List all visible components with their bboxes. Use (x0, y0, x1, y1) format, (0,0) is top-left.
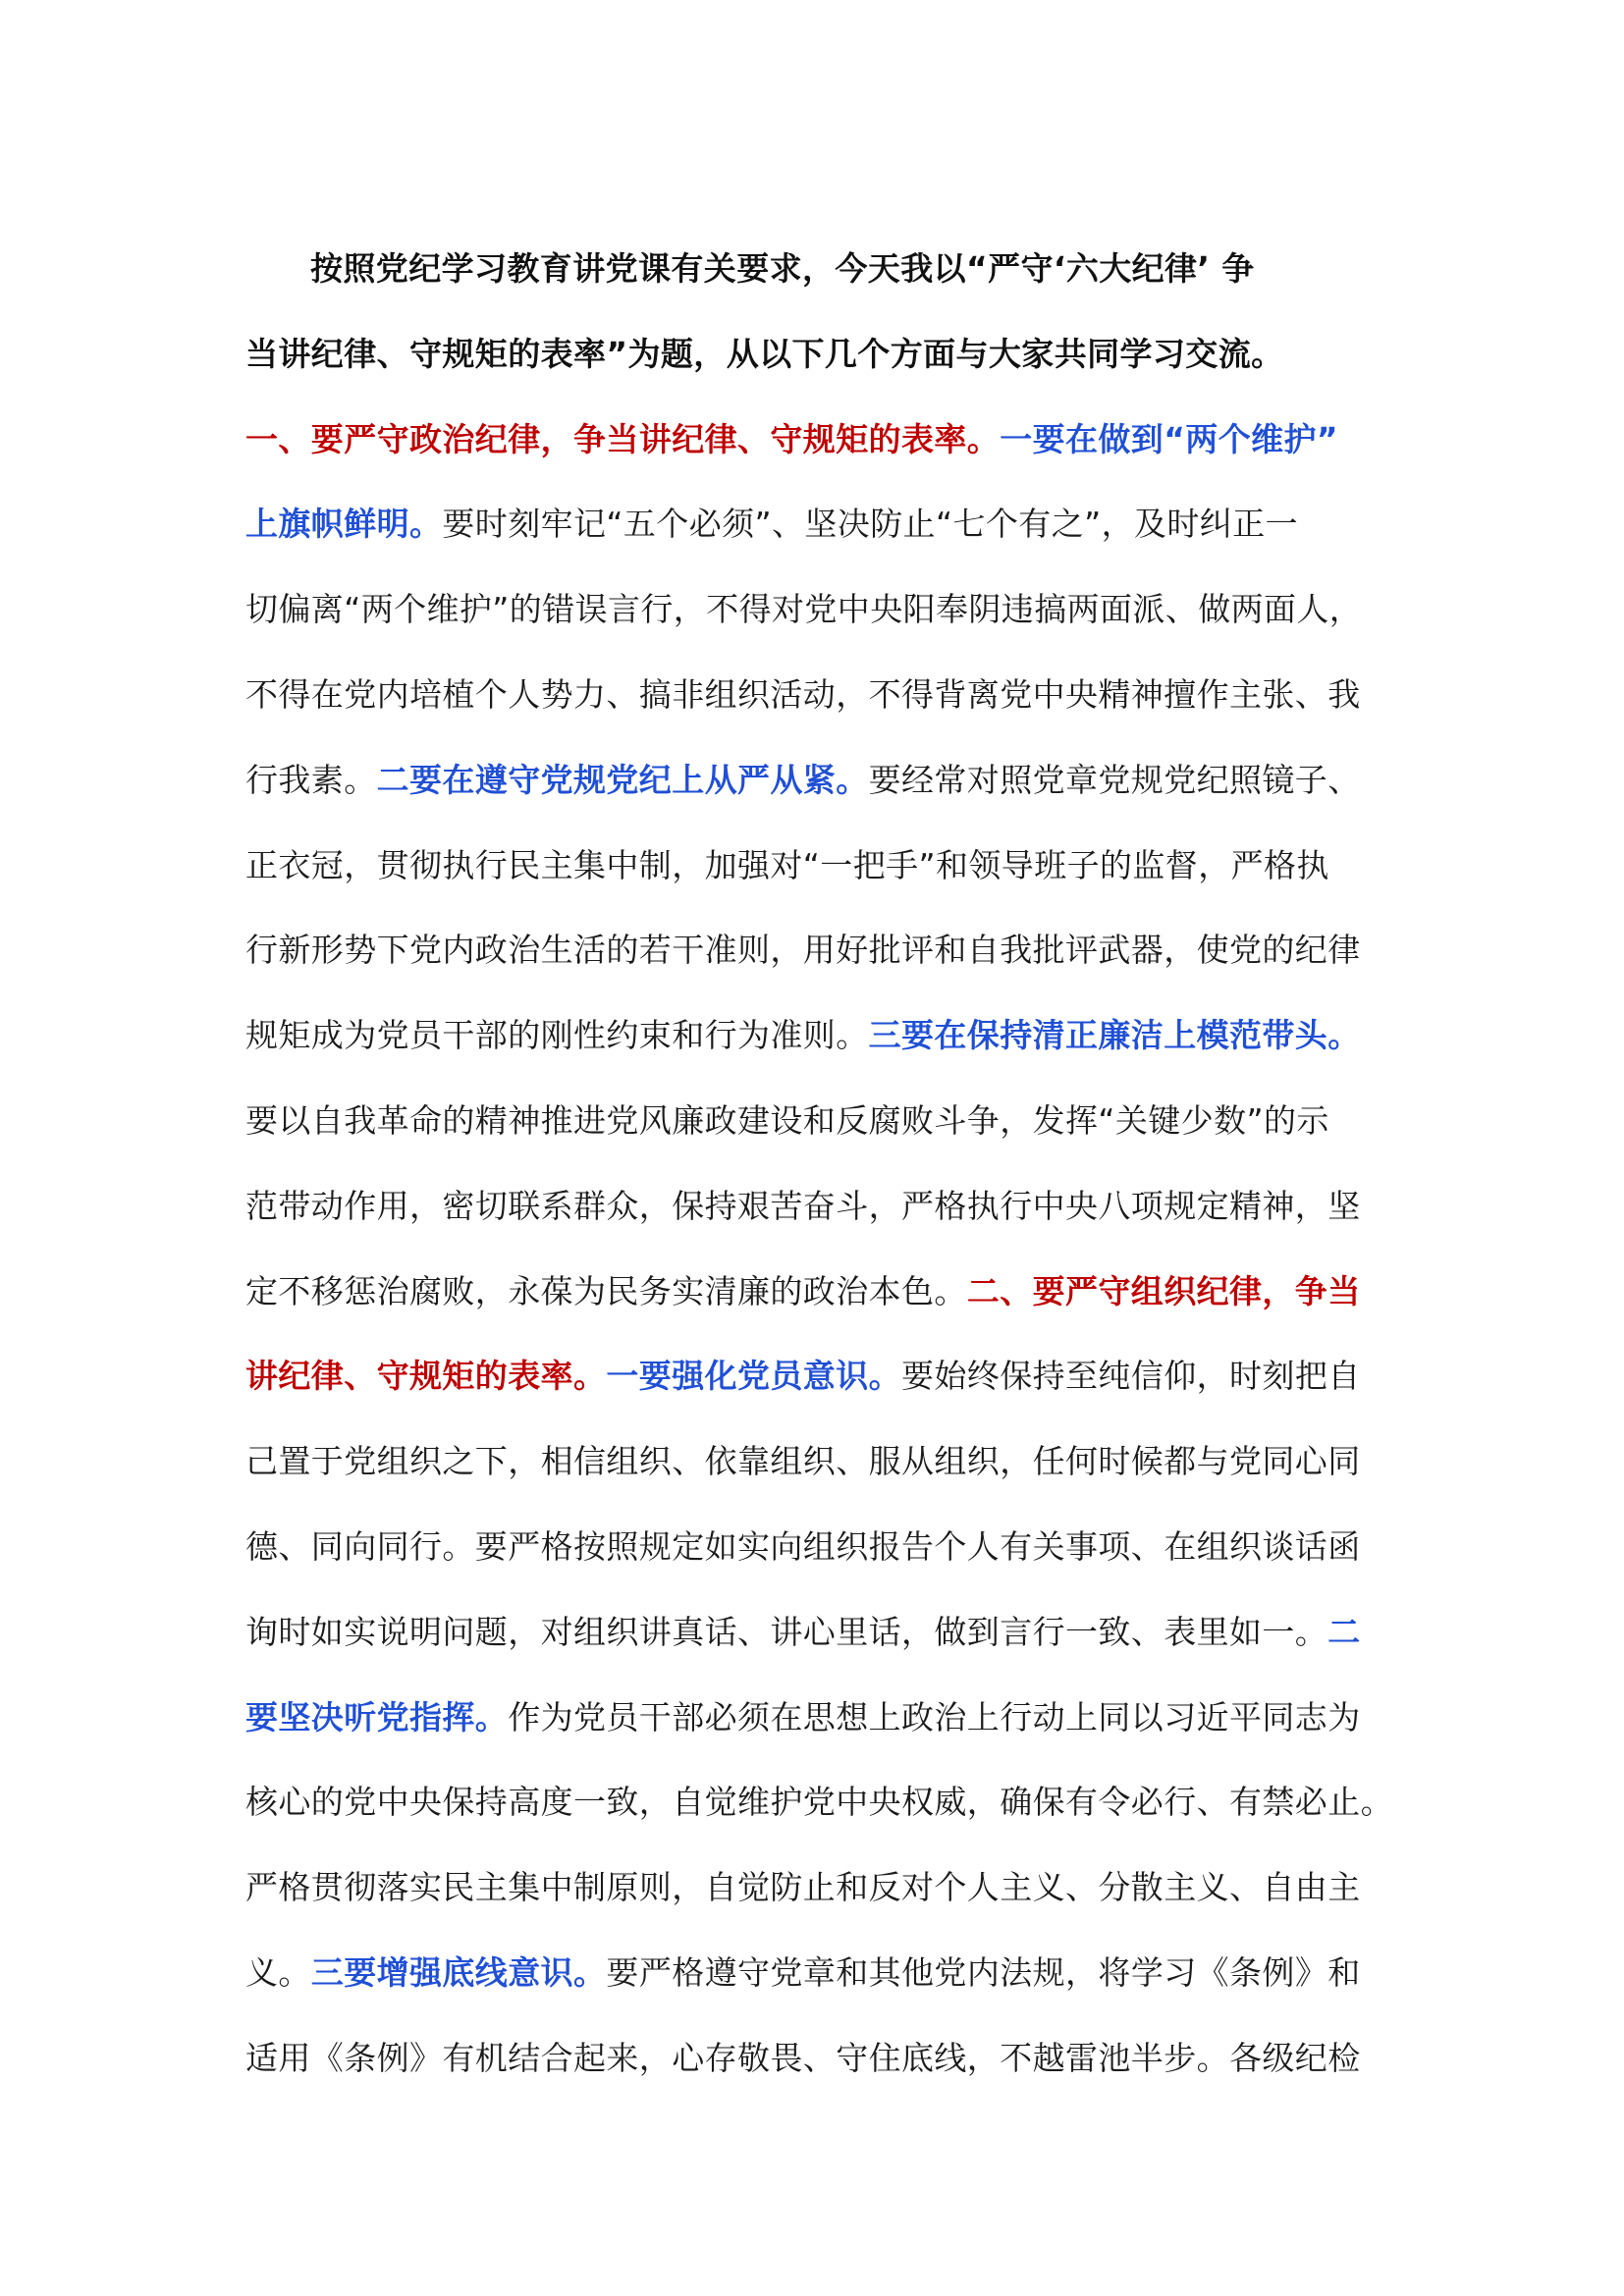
body-text: 行新形势下党内政治生活的若干准则，用好批评和自我批评武器，使党的纪律 (245, 931, 1361, 970)
point-heading: 要坚决听党指挥。 (245, 1697, 509, 1736)
body-text: 德、同向同行。要严格按照规定如实向组织报告个人有关事项、在组织谈话函 (245, 1526, 1361, 1566)
text-line (245, 1590, 1394, 1676)
text-line (245, 1760, 1394, 1845)
text-line (245, 1079, 1394, 1164)
body-text: 行我素。 (245, 760, 377, 799)
text-line (245, 1505, 1394, 1590)
body-text: 规矩成为党员干部的刚性约束和行为准则。 (245, 1016, 869, 1055)
body-text: 切偏离“两个维护”的错误言行，不得对党中央阳奉阴违搞两面派、做两面人， (245, 590, 1363, 629)
text-line (245, 1931, 1394, 2016)
body-text: 作为党员干部必须在思想上政治上行动上同以习近平同志为 (508, 1697, 1361, 1736)
text-line (245, 1845, 1394, 1931)
section-heading: 一、要严守政治纪律，争当讲纪律、守规矩的表率。 (245, 419, 1001, 458)
text-line (245, 993, 1394, 1079)
body-text: 核心的党中央保持高度一致，自觉维护党中央权威，确保有令必行、有禁必止。 (245, 1783, 1393, 1822)
body-text: 范带动作用，密切联系群众，保持艰苦奋斗，严格执行中央八项规定精神，坚 (245, 1186, 1361, 1225)
text-line (245, 1676, 1394, 1761)
text-line (245, 482, 1394, 567)
text-line (245, 567, 1394, 653)
intro-text: 当讲纪律、守规矩的表率”为题，从以下几个方面与大家共同学习交流。 (245, 334, 1284, 373)
body-text: 正衣冠，贯彻执行民主集中制，加强对“一把手”和领导班子的监督，严格执 (245, 845, 1329, 884)
body-text: 要严格遵守党章和其他党内法规，将学习《条例》和 (606, 1952, 1361, 1992)
body-text: 要以自我革命的精神推进党风廉政建设和反腐败斗争，发挥“关键少数”的示 (245, 1100, 1329, 1140)
point-heading: 一要强化党员意识。 (606, 1357, 902, 1396)
text-line (245, 398, 1394, 483)
body-text: 严格贯彻落实民主集中制原则，自觉防止和反对个人主义、分散主义、自由主 (245, 1868, 1361, 1907)
point-heading: 二 (1327, 1612, 1361, 1651)
body-text: 要时刻牢记“五个必须”、坚决防止“七个有之”，及时纠正一 (442, 505, 1298, 544)
body-text: 不得在党内培植个人势力、搞非组织活动，不得背离党中央精神擅作主张、我 (245, 674, 1361, 714)
body-text: 要始终保持至纯信仰，时刻把自 (901, 1357, 1361, 1396)
point-heading: 一要在做到“两个维护” (1000, 419, 1338, 458)
body-text: 询时如实说明问题，对组织讲真话、讲心里话，做到言行一致、表里如一。 (245, 1612, 1328, 1651)
body-text: 适用《条例》有机结合起来，心存敬畏、守住底线，不越雷池半步。各级纪检 (245, 2038, 1361, 2077)
body-text: 要经常对照党章党规党纪照镜子、 (868, 760, 1361, 799)
text-line (245, 1250, 1394, 1335)
point-heading: 三要增强底线意识。 (310, 1952, 607, 1992)
section-heading: 讲纪律、守规矩的表率。 (245, 1357, 607, 1396)
section-heading: 二、要严守组织纪律，争当 (966, 1271, 1361, 1310)
intro-line-1 (245, 227, 1394, 312)
intro-line-2 (245, 312, 1394, 398)
point-heading: 三要在保持清正廉洁上模范带头。 (868, 1016, 1361, 1055)
text-line (245, 653, 1394, 738)
text-line (245, 1419, 1394, 1505)
text-line (245, 738, 1394, 824)
point-heading: 二要在遵守党规党纪上从严从紧。 (376, 760, 869, 799)
body-text: 义。 (245, 1952, 311, 1992)
body-text: 定不移惩治腐败，永葆为民务实清廉的政治本色。 (245, 1271, 967, 1310)
text-line (245, 908, 1394, 993)
text-line (245, 1334, 1394, 1419)
intro-text: 按照党纪学习教育讲党课有关要求，今天我以“严守‘六大纪律’ 争 (310, 249, 1255, 288)
text-line (245, 2016, 1394, 2102)
point-heading: 上旗帜鲜明。 (245, 505, 443, 544)
body-text: 己置于党组织之下，相信组织、依靠组织、服从组织，任何时候都与党同心同 (245, 1442, 1361, 1481)
text-line (245, 1164, 1394, 1250)
document-body (245, 227, 1394, 2102)
text-line (245, 824, 1394, 909)
